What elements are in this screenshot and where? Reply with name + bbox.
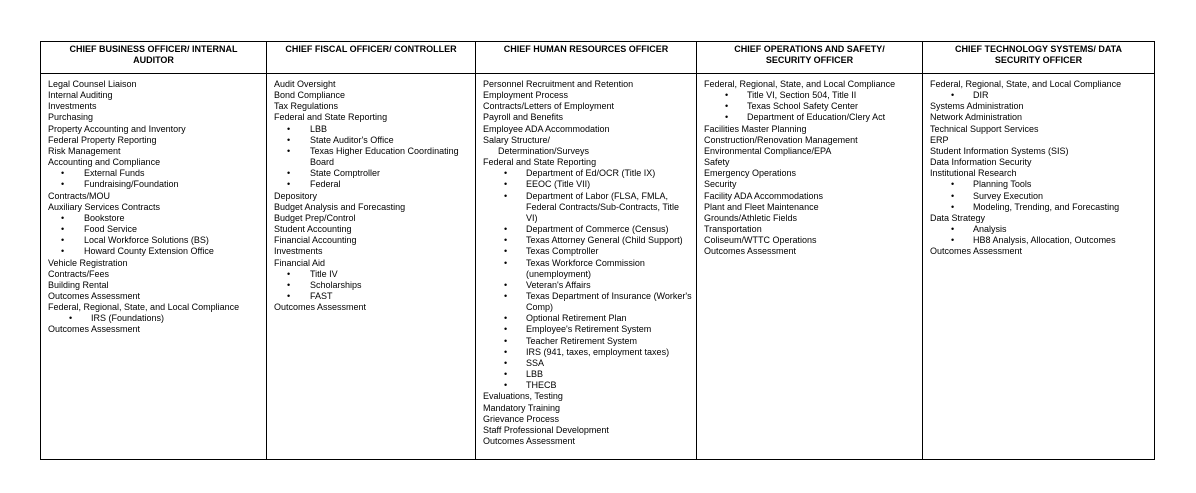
list-item <box>483 79 692 90</box>
bullet-icon: • <box>287 290 291 301</box>
sub-list-item <box>930 224 1150 235</box>
list-item <box>930 135 1150 146</box>
column-cell <box>923 74 1155 460</box>
item-text: Texas Higher Education Coordinating Board <box>310 145 459 168</box>
list-item <box>274 202 471 213</box>
item-text: Legal Counsel Liaison <box>48 79 137 89</box>
list-item <box>704 157 918 168</box>
list-item <box>48 269 262 280</box>
item-text: Department of Education/Clery Act <box>747 112 886 123</box>
item-text: Budget Analysis and Forecasting <box>274 201 406 212</box>
list-item <box>483 391 692 402</box>
item-text: Texas School Safety Center <box>747 101 859 112</box>
list-item <box>274 101 471 112</box>
bullet-icon: • <box>725 101 729 112</box>
list-item <box>704 124 918 135</box>
item-text: External Funds <box>84 168 145 179</box>
list-item <box>274 302 471 313</box>
responsibilities-table <box>40 41 1155 460</box>
sub-list-item <box>274 269 471 280</box>
sub-list-item <box>483 246 692 257</box>
item-text: Optional Retirement Plan <box>526 313 627 324</box>
bullet-icon: • <box>504 346 508 357</box>
sub-list-item <box>483 369 692 380</box>
bullet-icon: • <box>504 290 508 301</box>
item-text: Data Information Security <box>930 157 1032 168</box>
sub-list-item <box>274 146 471 168</box>
bullet-icon: • <box>504 324 508 335</box>
item-text: Texas Attorney General (Child Support) <box>526 235 683 246</box>
bullet-icon: • <box>504 246 508 257</box>
sub-list-item <box>48 168 262 179</box>
sub-list-item <box>274 291 471 302</box>
item-text: ERP <box>930 134 949 145</box>
bullet-icon: • <box>61 246 65 257</box>
item-text: Systems Administration <box>930 101 1024 112</box>
bullet-icon: • <box>951 224 955 235</box>
list-item <box>274 235 471 246</box>
sub-list-item <box>48 179 262 190</box>
list-item <box>274 224 471 235</box>
sub-list-item <box>483 291 692 313</box>
bullet-icon: • <box>61 179 65 190</box>
sub-list-item <box>48 313 262 324</box>
list-item <box>274 112 471 123</box>
sub-list-item <box>930 235 1150 246</box>
list-item <box>483 112 692 123</box>
list-item <box>704 246 918 257</box>
item-text: Evaluations, Testing <box>483 391 563 402</box>
bullet-icon: • <box>725 112 729 123</box>
list-item <box>930 124 1150 135</box>
header-row <box>41 42 1155 74</box>
item-text: Facilities Master Planning <box>704 123 807 134</box>
sub-list-item <box>483 324 692 335</box>
list-item <box>48 280 262 291</box>
list-item <box>48 157 262 168</box>
sub-list-item <box>704 101 918 112</box>
sub-list-item <box>274 280 471 291</box>
list-item <box>48 101 262 112</box>
sub-list-item <box>48 224 262 235</box>
bullet-icon: • <box>287 145 291 156</box>
bullet-icon: • <box>951 235 955 246</box>
sub-list-item <box>483 358 692 369</box>
sub-list-item <box>483 347 692 358</box>
item-text: Bond Compliance <box>274 90 346 101</box>
column-header: CHIEF FISCAL OFFICER/ CONTROLLER <box>267 42 476 74</box>
sub-list-item <box>930 202 1150 213</box>
bullet-icon: • <box>504 224 508 235</box>
bullet-icon: • <box>504 313 508 324</box>
column-cell <box>476 74 697 460</box>
list-item <box>483 124 692 135</box>
item-text: Veteran's Affairs <box>526 279 591 290</box>
list-item <box>483 436 692 447</box>
item-text: Federal, Regional, State, and Local Compliance <box>930 79 1122 89</box>
list-item <box>930 146 1150 157</box>
list-item <box>704 235 918 246</box>
item-text: Plant and Fleet Maintenance <box>704 201 819 212</box>
item-text: Student Information Systems (SIS) <box>930 145 1069 156</box>
sub-list-item <box>274 135 471 146</box>
bullet-icon: • <box>951 179 955 190</box>
item-text: EEOC (Title VII) <box>526 179 591 190</box>
item-text: Data Strategy <box>930 212 986 223</box>
bullet-icon: • <box>69 313 73 324</box>
item-text: Outcomes Assessment <box>483 436 576 446</box>
list-item <box>704 213 918 224</box>
item-text: Department of Labor (FLSA, FMLA, Federal Contracts/Sub-Contracts, Title VI) <box>526 190 680 223</box>
column-cell <box>697 74 923 460</box>
sub-list-item <box>483 191 692 224</box>
list-item <box>48 135 262 146</box>
item-text: Federal and State Reporting <box>483 157 597 168</box>
item-text: Construction/Renovation Management <box>704 134 858 145</box>
item-text: Property Accounting and Inventory <box>48 123 186 134</box>
duty-list <box>483 79 692 447</box>
list-item <box>48 191 262 202</box>
item-text: Modeling, Trending, and Forecasting <box>973 201 1120 212</box>
sub-list-item <box>930 90 1150 101</box>
item-text: Federal and State Reporting <box>274 112 388 123</box>
item-text: Grounds/Athletic Fields <box>704 212 798 223</box>
item-text: Federal, Regional, State, and Local Compliance <box>704 79 896 89</box>
column-header: CHIEF OPERATIONS AND SAFETY/ SECURITY OFFICER <box>697 42 923 74</box>
bullet-icon: • <box>61 212 65 223</box>
item-text: Vehicle Registration <box>48 257 128 268</box>
item-text: Federal <box>310 179 341 190</box>
item-text: THECB <box>526 380 557 391</box>
sub-list-item <box>930 191 1150 202</box>
item-text: Environmental Compliance/EPA <box>704 145 832 156</box>
list-item <box>274 90 471 101</box>
item-text: LBB <box>526 369 544 380</box>
sub-list-item <box>483 179 692 190</box>
sub-list-item <box>483 224 692 235</box>
item-text: Contracts/Fees <box>48 268 110 279</box>
item-text: Accounting and Compliance <box>48 157 161 168</box>
bullet-icon: • <box>61 168 65 179</box>
item-text: Employment Process <box>483 90 569 101</box>
list-item <box>274 213 471 224</box>
list-item <box>274 79 471 90</box>
item-text: State Comptroller <box>310 168 381 179</box>
bullet-icon: • <box>287 168 291 179</box>
bullet-icon: • <box>61 224 65 235</box>
list-item <box>483 101 692 112</box>
bullet-icon: • <box>287 123 291 134</box>
item-text: Department of Commerce (Census) <box>526 224 669 235</box>
item-text: Investments <box>48 101 97 112</box>
sub-list-item <box>704 90 918 101</box>
bullet-icon: • <box>287 268 291 279</box>
list-item <box>930 246 1150 257</box>
item-text: Building Rental <box>48 279 109 290</box>
list-item <box>483 425 692 436</box>
list-item <box>704 135 918 146</box>
item-text: Analysis <box>973 224 1007 235</box>
item-text: IRS (Foundations) <box>91 313 165 324</box>
item-text: Federal Property Reporting <box>48 134 157 145</box>
list-item <box>48 112 262 123</box>
bullet-icon: • <box>951 190 955 201</box>
bullet-icon: • <box>287 134 291 145</box>
sub-list-item <box>483 280 692 291</box>
bullet-icon: • <box>504 279 508 290</box>
item-text: SSA <box>526 357 545 368</box>
list-item <box>48 291 262 302</box>
sub-list-item <box>483 313 692 324</box>
item-text: Technical Support Services <box>930 123 1039 134</box>
item-text: Federal, Regional, State, and Local Compliance <box>48 302 240 313</box>
sub-list-item <box>48 246 262 257</box>
list-item <box>483 146 692 157</box>
item-text: State Auditor's Office <box>310 134 394 145</box>
item-text: Personnel Recruitment and Retention <box>483 79 634 89</box>
sub-list-item <box>483 168 692 179</box>
sub-list-item <box>930 179 1150 190</box>
item-text: FAST <box>310 290 333 301</box>
item-text: Internal Auditing <box>48 90 113 101</box>
bullet-icon: • <box>951 90 955 101</box>
item-text: Transportation <box>704 224 762 235</box>
item-text: Determination/Surveys <box>498 145 590 156</box>
list-item <box>483 157 692 168</box>
list-item <box>704 179 918 190</box>
item-text: Financial Accounting <box>274 235 357 246</box>
item-text: Scholarships <box>310 279 362 290</box>
item-text: Student Accounting <box>274 224 352 235</box>
list-item <box>48 258 262 269</box>
column-header: CHIEF BUSINESS OFFICER/ INTERNAL AUDITOR <box>41 42 267 74</box>
list-item <box>930 101 1150 112</box>
list-item <box>704 202 918 213</box>
bullet-icon: • <box>725 90 729 101</box>
item-text: Outcomes Assessment <box>48 290 141 301</box>
item-text: Network Administration <box>930 112 1023 123</box>
item-text: Texas Comptroller <box>526 246 599 257</box>
bullet-icon: • <box>504 257 508 268</box>
item-text: Security <box>704 179 737 190</box>
item-text: Title IV <box>310 268 338 279</box>
item-text: Financial Aid <box>274 257 326 268</box>
item-text: Risk Management <box>48 145 121 156</box>
list-item <box>704 79 918 90</box>
duty-list <box>704 79 918 258</box>
item-text: IRS (941, taxes, employment taxes) <box>526 346 670 357</box>
bullet-icon: • <box>61 235 65 246</box>
item-text: Payroll and Benefits <box>483 112 564 123</box>
item-text: DIR <box>973 90 989 101</box>
item-text: Staff Professional Development <box>483 424 609 435</box>
item-text: Outcomes Assessment <box>930 246 1023 257</box>
list-item <box>48 124 262 135</box>
bullet-icon: • <box>287 179 291 190</box>
item-text: Howard County Extension Office <box>84 246 214 257</box>
bullet-icon: • <box>504 190 508 201</box>
item-text: Purchasing <box>48 112 94 123</box>
item-text: Contracts/MOU <box>48 190 111 201</box>
list-item <box>48 90 262 101</box>
list-item <box>930 112 1150 123</box>
list-item <box>483 414 692 425</box>
item-text: HB8 Analysis, Allocation, Outcomes <box>973 235 1116 246</box>
item-text: Texas Workforce Commission (unemployment) <box>526 257 645 279</box>
item-text: Employee's Retirement System <box>526 324 652 335</box>
item-text: Title VI, Section 504, Title II <box>747 90 857 101</box>
item-text: Audit Oversight <box>274 79 336 89</box>
item-text: Coliseum/WTTC Operations <box>704 235 817 246</box>
list-item <box>48 202 262 213</box>
item-text: Depository <box>274 190 318 201</box>
item-text: Teacher Retirement System <box>526 335 638 346</box>
item-text: Outcomes Assessment <box>704 246 797 257</box>
list-item <box>930 213 1150 224</box>
item-text: Institutional Research <box>930 168 1017 179</box>
list-item <box>48 302 262 313</box>
list-item <box>930 157 1150 168</box>
list-item <box>930 79 1150 90</box>
list-item <box>48 324 262 335</box>
duty-list <box>48 79 262 336</box>
item-text: Safety <box>704 157 730 168</box>
sub-list-item <box>48 235 262 246</box>
list-item <box>483 90 692 101</box>
item-text: Auxiliary Services Contracts <box>48 201 161 212</box>
list-item <box>274 191 471 202</box>
item-text: Employee ADA Accommodation <box>483 123 610 134</box>
bullet-icon: • <box>504 369 508 380</box>
column-header: CHIEF TECHNOLOGY SYSTEMS/ DATA SECURITY OFFICER <box>923 42 1155 74</box>
item-text: Outcomes Assessment <box>274 302 367 313</box>
bullet-icon: • <box>504 179 508 190</box>
item-text: Investments <box>274 246 323 257</box>
column-header: CHIEF HUMAN RESOURCES OFFICER <box>476 42 697 74</box>
list-item <box>274 246 471 257</box>
item-text: Contracts/Letters of Employment <box>483 101 615 112</box>
list-item <box>704 191 918 202</box>
item-text: Department of Ed/OCR (Title IX) <box>526 168 656 179</box>
duty-list <box>274 79 471 313</box>
sub-list-item <box>274 179 471 190</box>
item-text: LBB <box>310 123 328 134</box>
bullet-icon: • <box>504 335 508 346</box>
item-text: Tax Regulations <box>274 101 339 112</box>
item-text: Food Service <box>84 224 138 235</box>
sub-list-item <box>483 258 692 280</box>
list-item <box>483 403 692 414</box>
item-text: Emergency Operations <box>704 168 797 179</box>
list-item <box>274 258 471 269</box>
bullet-icon: • <box>951 201 955 212</box>
item-text: Fundraising/Foundation <box>84 179 179 190</box>
item-text: Salary Structure/ <box>483 134 551 145</box>
item-text: Mandatory Training <box>483 402 561 413</box>
sub-list-item <box>48 213 262 224</box>
list-item <box>704 224 918 235</box>
duty-list <box>930 79 1150 258</box>
item-text: Survey Execution <box>973 190 1044 201</box>
bullet-icon: • <box>504 380 508 391</box>
column-cell <box>267 74 476 460</box>
item-text: Grievance Process <box>483 413 560 424</box>
item-text: Local Workforce Solutions (BS) <box>84 235 209 246</box>
list-item <box>704 168 918 179</box>
list-item <box>48 146 262 157</box>
sub-list-item <box>483 336 692 347</box>
bullet-icon: • <box>287 279 291 290</box>
sub-list-item <box>704 112 918 123</box>
list-item <box>930 168 1150 179</box>
item-text: Bookstore <box>84 212 125 223</box>
list-item <box>483 135 692 146</box>
bullet-icon: • <box>504 168 508 179</box>
item-text: Outcomes Assessment <box>48 324 141 335</box>
list-item <box>48 79 262 90</box>
body-row <box>41 74 1155 460</box>
sub-list-item <box>274 124 471 135</box>
column-cell <box>41 74 267 460</box>
sub-list-item <box>274 168 471 179</box>
item-text: Texas Department of Insurance (Worker's Comp) <box>526 290 692 313</box>
sub-list-item <box>483 380 692 391</box>
sub-list-item <box>483 235 692 246</box>
bullet-icon: • <box>504 357 508 368</box>
list-item <box>704 146 918 157</box>
bullet-icon: • <box>504 235 508 246</box>
item-text: Planning Tools <box>973 179 1032 190</box>
item-text: Facility ADA Accommodations <box>704 190 824 201</box>
item-text: Budget Prep/Control <box>274 212 356 223</box>
